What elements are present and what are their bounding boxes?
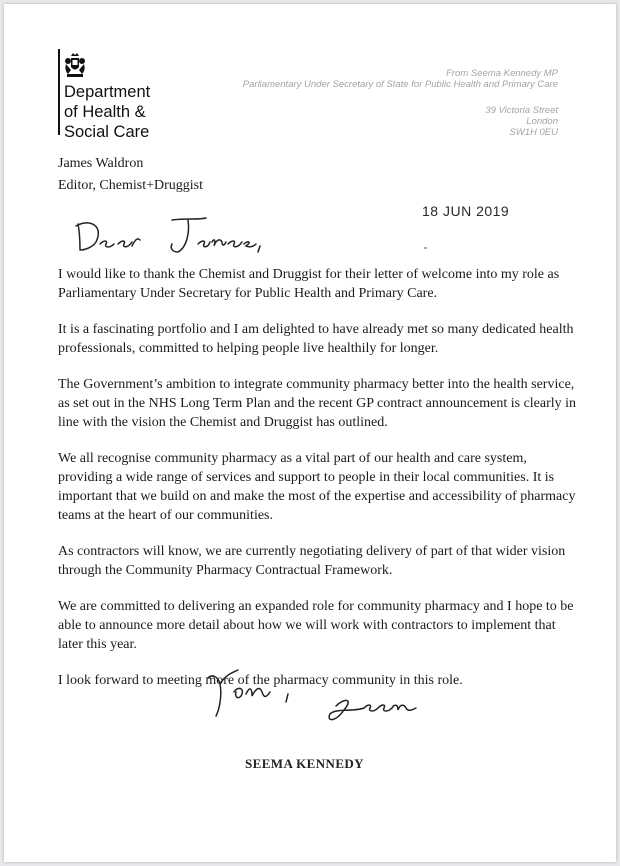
- recipient-title: Editor, Chemist+Druggist: [58, 178, 203, 193]
- paragraph: We all recognise community pharmacy as a vital part of our health and care system, providing a wide range of services and support to people in their local communities. It is important that we build on and make the most of the expertise and accessibility of pharmacy teams at the heart of our communities.: [58, 451, 576, 523]
- department-line: Department: [64, 83, 151, 101]
- letter-page: [4, 4, 616, 862]
- paragraph: I look forward to meeting more of the pharmacy community in this role.: [58, 673, 463, 688]
- sender-address: [243, 105, 558, 138]
- ink-mark: [424, 247, 427, 249]
- paragraph: We are committed to delivering an expanded role for community pharmacy and I hope to be able to announce more detail about how we will work with contractors to implement that later this year.: [58, 599, 574, 652]
- sender-role: Parliamentary Under Secretary of State for Public Health and Primary Care: [242, 79, 558, 90]
- handwritten-signature: [204, 664, 424, 744]
- paragraph: It is a fascinating portfolio and I am delighted to have already met so many dedicated health professionals, committed to helping people live healthily for longer.: [58, 322, 574, 356]
- handwritten-salutation: [74, 212, 274, 262]
- recipient-block: [58, 153, 203, 197]
- letterhead-rule: [58, 49, 60, 135]
- paragraph: The Government’s ambition to integrate community pharmacy better into the health service, as set out in the NHS Long Term Plan and the recent GP contract announcement is clearly in line with the vision the Chemist and Druggist has outlined.: [58, 377, 577, 430]
- date-stamp: 18 JUN 2019: [422, 203, 510, 219]
- sender-from: From Seema Kennedy MP: [446, 68, 558, 79]
- royal-coat-of-arms-icon: [62, 52, 88, 80]
- letter-body: [58, 265, 578, 707]
- department-line: of Health &: [64, 103, 146, 121]
- recipient-name: James Waldron: [58, 156, 144, 171]
- signatory-name: SEEMA KENNEDY: [245, 756, 364, 771]
- department-name: [64, 82, 204, 142]
- paragraph: As contractors will know, we are currently negotiating delivery of part of that wider vision through the Community Pharmacy Contractual Framework.: [58, 544, 566, 578]
- address-line: London: [526, 116, 558, 127]
- address-line: 39 Victoria Street: [485, 105, 558, 116]
- paragraph: I would like to thank the Chemist and Druggist for their letter of welcome into my role as Parliamentary Under Secretary for Public Health and Primary Care.: [58, 267, 560, 301]
- sender-block: [243, 68, 558, 138]
- department-line: Social Care: [64, 123, 150, 141]
- address-line: SW1H 0EU: [509, 127, 558, 138]
